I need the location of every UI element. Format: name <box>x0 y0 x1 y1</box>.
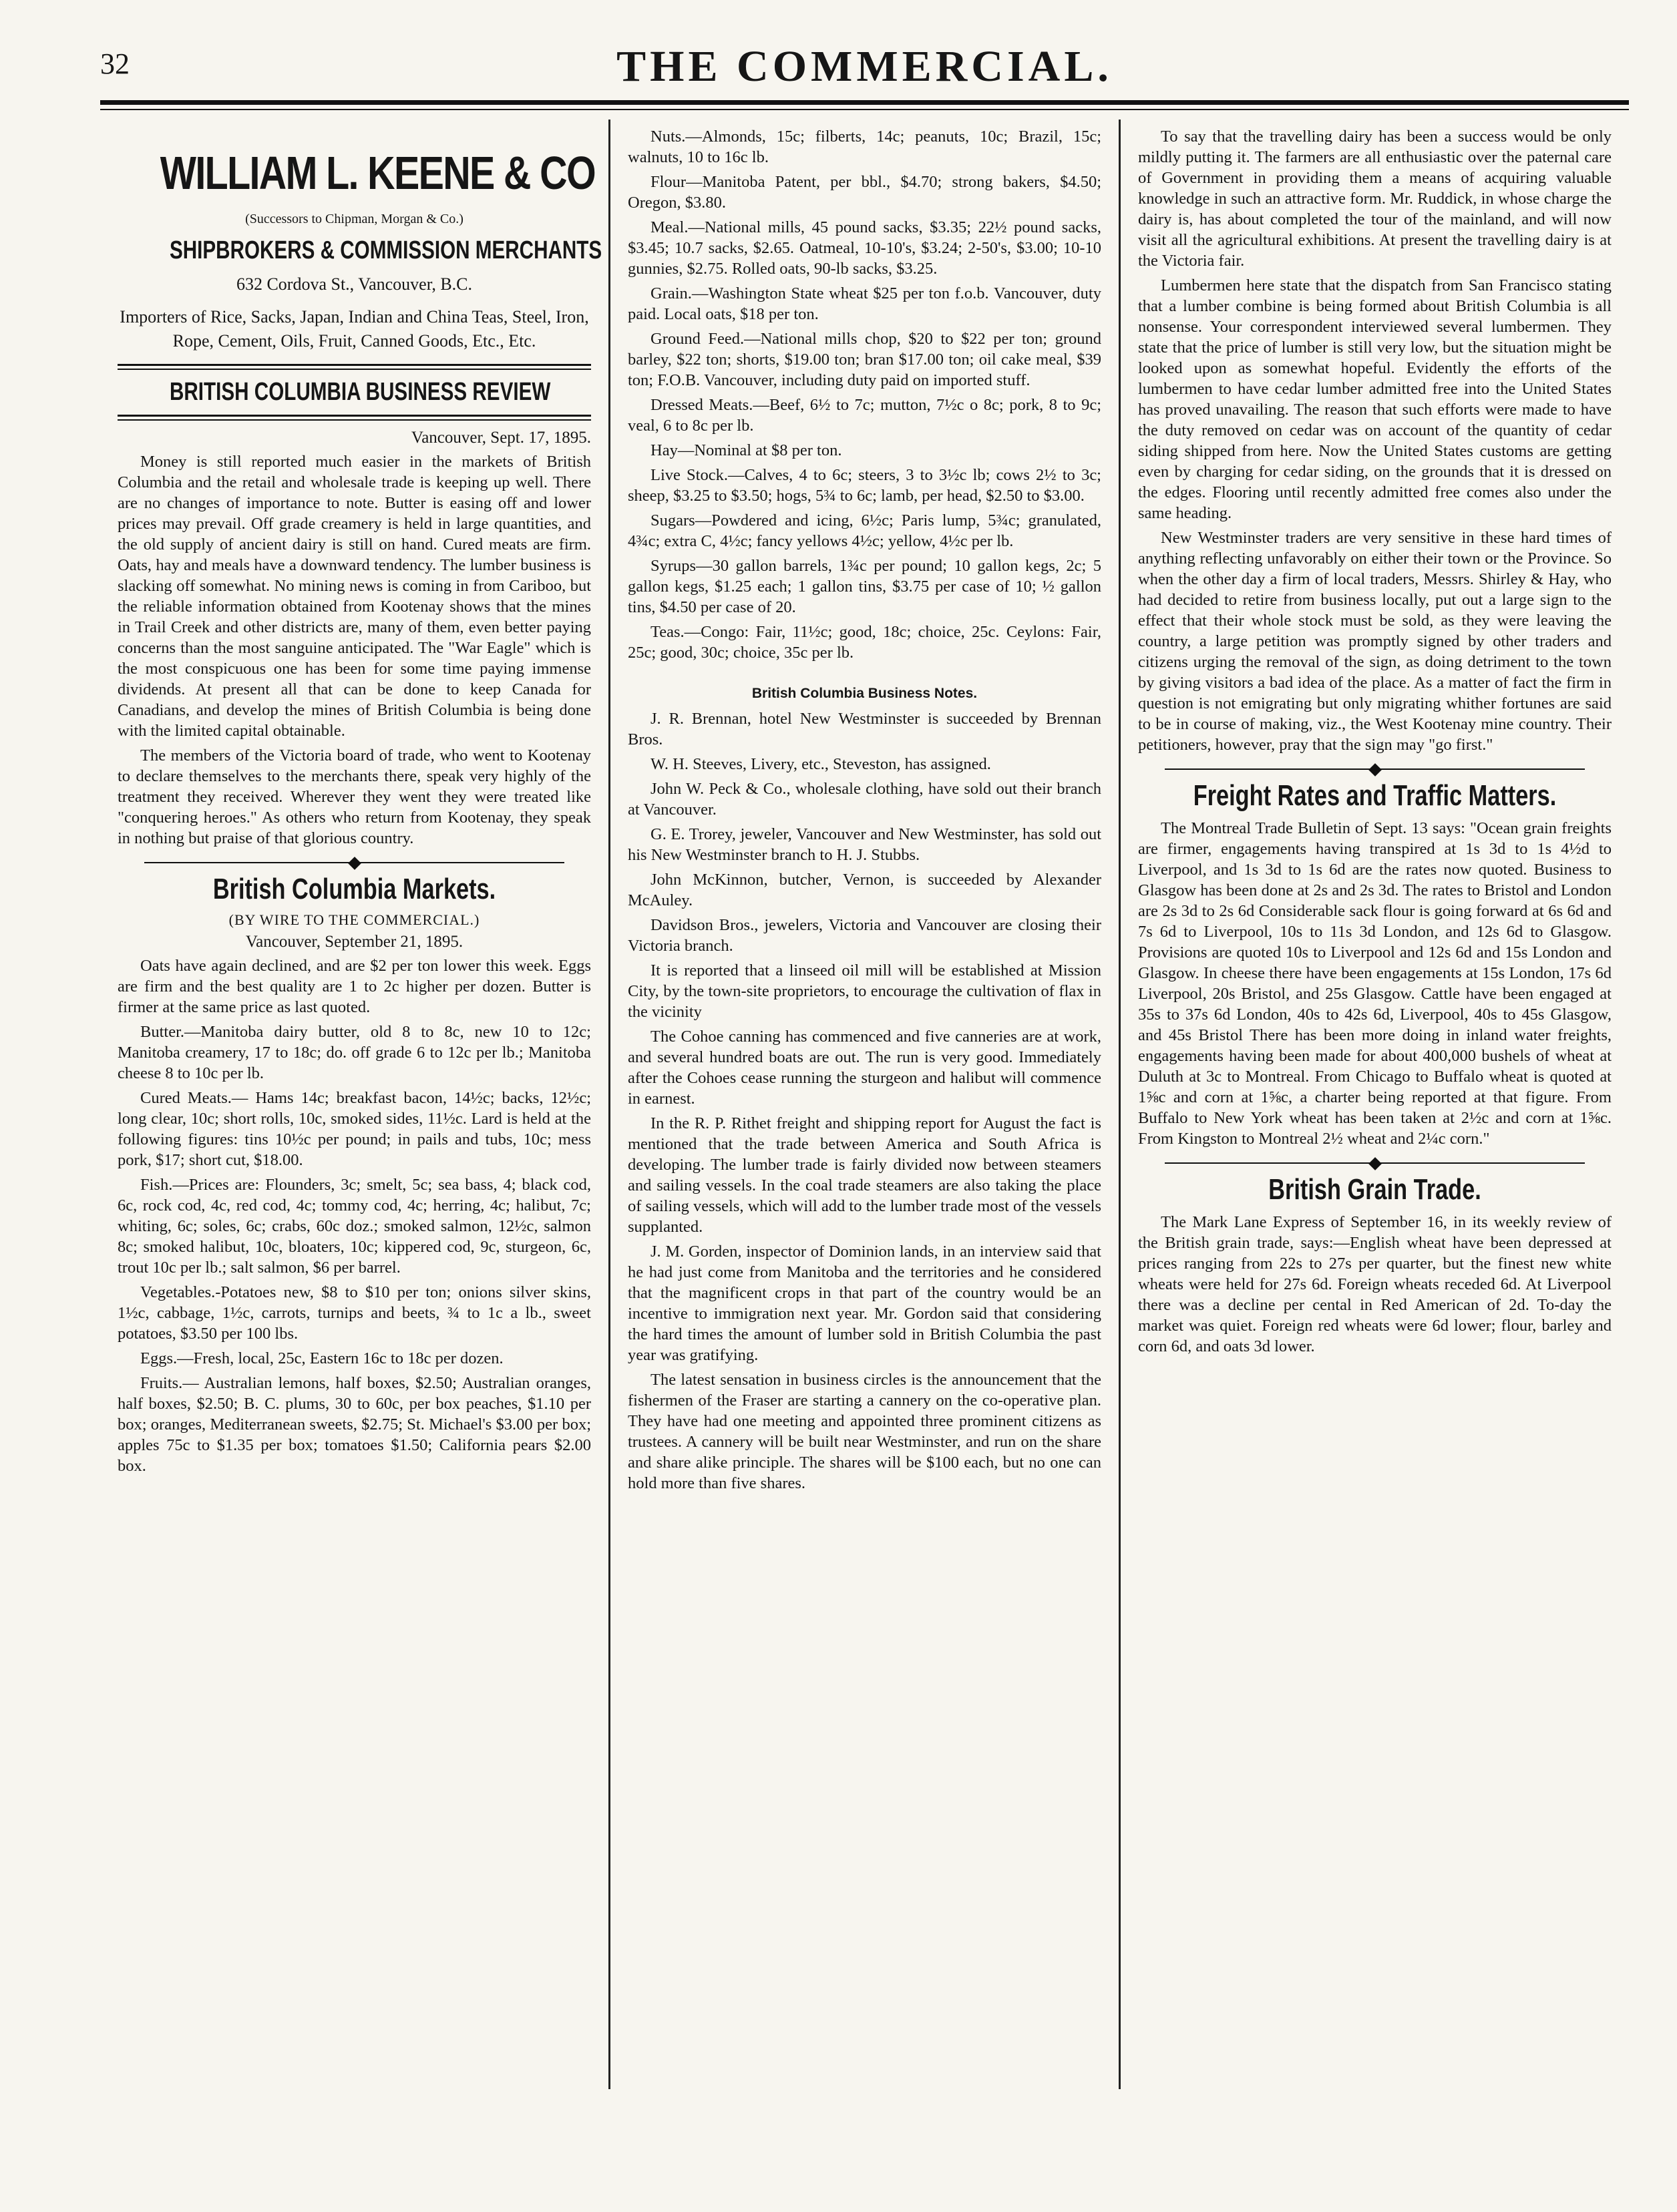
markets-paragraph: Hay—Nominal at $8 per ton. <box>650 441 842 459</box>
note-item: The Cohoe canning has commenced and five canneries are at work, and several hundred boats are out. The run is very good. Immediately after the Cohoes cease running the sturgeon and halibut will commence in earnest. <box>628 1028 1101 1108</box>
ornamental-rule <box>1165 1162 1585 1164</box>
note-item: W. H. Steeves, Livery, etc., Steveston, has assigned. <box>650 755 991 773</box>
masthead-rule <box>100 100 1629 105</box>
markets-paragraph: Cured Meats.— Hams 14c; breakfast bacon, 14½c; backs, 12½c; long clear, 10c; short rolls, 10c, smoked sides, 11½c. Lard is held at the following figures: tins 10½c per pound; in pails and tubs, 10c; mess pork, $17; short cut, $18.00. <box>118 1089 591 1169</box>
grain-paragraph: The Mark Lane Express of September 16, in its weekly review of the British grain trade, says:—English wheat have been depressed at prices ranging from 22s to 27s per quarter, but the finest new white wheats were held for 27s 6d. Foreign wheats receded 6d. At Liverpool there was a decline per cental in Red American of 2d. To-day the market was quiet. Foreign red wheats were 6d lower; flour, barley and corn 6d, and oats 3d lower. <box>1138 1213 1612 1355</box>
notes-heading: British Columbia Business Notes. <box>751 686 978 701</box>
ornamental-rule <box>1165 768 1585 770</box>
column-1 <box>100 120 608 2089</box>
masthead <box>100 0 1629 100</box>
section-divider <box>118 415 591 421</box>
markets-paragraph: Oats have again declined, and are $2 per ton lower this week. Eggs are firm and the best quality are 1 to 2c higher per dozen. Butter is firmer at the same price as last quoted. <box>118 957 591 1016</box>
section-divider <box>118 364 591 370</box>
note-item: Davidson Bros., jewelers, Victoria and Vancouver are closing their Victoria branch. <box>628 916 1101 955</box>
markets-paragraph: Syrups—30 gallon barrels, 1¾c per pound; 10 gallon kegs, 2c; 5 gallon kegs, $1.25 each; 1 gallon tins, $3.75 per case of 10; ½ gallon tins, $4.50 per case of 20. <box>628 557 1101 616</box>
article-paragraph: Lumbermen here state that the dispatch from San Francisco stating that a lumber combine is being formed about British Columbia is all nonsense. Your correspondent interviewed several lumbermen. They state that the price of lumber is still very low, but the situation might be looked upon as somewhat hopeful. Evidently the efforts of the lumbermen to have cedar lumber admitted free into the United States has proved unavailing. The reason that such efforts were made to have the duty removed on cedar was on account of the quantity of cedar siding shipped from here. Now the United States customs are getting even by charging for cedar siding, on the grounds that it is dressed on the edges. Flooring until recently admitted free comes also under the same heading. <box>1138 276 1612 522</box>
note-item: It is reported that a linseed oil mill will be established at Mission City, by the town-site proprietors, to encourage the cultivation of flax in the vicinity <box>628 961 1101 1021</box>
markets-paragraph: Meal.—National mills, 45 pound sacks, $3.35; 22½ pound sacks, $3.45; 10.7 sacks, $2.65. Oatmeal, 10-10's, $3.24; 2-50's, $3.00; 10-10 gunnies, $2.75. Rolled oats, 90-lb sacks, $3.25. <box>628 218 1101 278</box>
note-item: The latest sensation in business circles is the announcement that the fishermen of the Fraser are starting a cannery on the co-operative plan. They have had one meeting and appointed three prominent citizens as trustees. A cannery will be built near Westminster, and run on the share and share alike principle. The shares will be $100 each, but no one can hold more than five shares. <box>628 1371 1101 1492</box>
ad-company-name: WILLIAM L. KEENE & CO <box>160 147 595 199</box>
ad-trade: SHIPBROKERS & COMMISSION MERCHANTS <box>169 236 602 264</box>
markets-paragraph: Nuts.—Almonds, 15c; filberts, 14c; peanuts, 10c; Brazil, 15c; walnuts, 10 to 16c lb. <box>628 128 1101 166</box>
markets-paragraph: Vegetables.-Potatoes new, $8 to $10 per ton; onions silver skins, 1½c, cabbage, 1½c, carrots, turnips and beets, ¾ to 1c a lb., sweet potatoes, $3.50 per 100 lbs. <box>118 1283 591 1343</box>
markets-paragraph: Dressed Meats.—Beef, 6½ to 7c; mutton, 7½c o 8c; pork, 8 to 9c; veal, 6 to 8c per lb. <box>628 396 1101 435</box>
markets-paragraph: Fish.—Prices are: Flounders, 3c; smelt, 5c; sea bass, 4; black cod, 6c, rock cod, 4c, red cod, 4c; tommy cod, 4c; herring, 4c; halibut, 7c; whiting, 6c; soles, 6c; crabs, 60c doz.; smoked salmon, 12½c, salmon 8c; smoked halibut, 10c, bloaters, 10c; kippered cod, 9c, sturgeon, 6c, trout 10c per lb.; salt salmon, $6 per barrel. <box>118 1176 591 1277</box>
ornamental-rule <box>144 862 564 863</box>
markets-paragraph: Teas.—Congo: Fair, 11½c; good, 18c; choice, 25c. Ceylons: Fair, 25c; good, 30c; choice, 35c per lb. <box>628 623 1101 662</box>
markets-byline: (BY WIRE TO THE COMMERCIAL.) <box>228 911 480 928</box>
note-item: In the R. P. Rithet freight and shipping report for August the fact is mentioned that the trade between America and South Africa is developing. The lumber trade is fairly divided now between steamers and sailing vessels. In the coal trade steamers are also taking the place of sailing vessels, which will add to the lumber trade most of the vessels supplanted. <box>628 1114 1102 1236</box>
markets-dateline: Vancouver, September 21, 1895. <box>245 933 463 951</box>
markets-paragraph: Sugars—Powdered and icing, 6½c; Paris lump, 5¾c; granulated, 4¾c; extra C, 4½c; fancy yellows 4½c; yellow, 4½c per lb. <box>628 511 1101 550</box>
masthead-rule-thin <box>100 109 1629 110</box>
note-item: J. R. Brennan, hotel New Westminster is succeeded by Brennan Bros. <box>628 710 1101 748</box>
note-item: G. E. Trorey, jeweler, Vancouver and New Westminster, has sold out his New Westminster branch to H. J. Stubbs. <box>628 825 1101 864</box>
markets-paragraph: Eggs.—Fresh, local, 25c, Eastern 16c to 18c per dozen. <box>140 1349 504 1367</box>
markets-paragraph: Flour—Manitoba Patent, per bbl., $4.70; strong bakers, $4.50; Oregon, $3.80. <box>628 173 1101 212</box>
ad-address: 632 Cordova St., Vancouver, B.C. <box>236 274 473 294</box>
markets-heading: British Columbia Markets. <box>212 873 496 905</box>
columns <box>100 120 1629 2089</box>
page-number: 32 <box>100 47 130 80</box>
freight-paragraph: The Montreal Trade Bulletin of Sept. 13 says: "Ocean grain freights are firmer, engagements having transpired at 1s 3d to 1s 4½d to Liverpool, and 1s 3d to 1s 6d are the rates now quoted. Business to Glasgow has been done at 2s and 2s 3d. The rates to Bristol and London are 2s 3d to 2s 6d Considerable sack flour is going forward at 6s 6d and 7s 6d to Liverpool, 10s to 11s 3d London, and 12s 6d to Glasgow. Provisions are quoted 10s to Liverpool and 12s 6d and 15s London and Glasgow. In cheese there have been engagements at 15s London, 17s 6d Liverpool, 20s Bristol, and 25s Glasgow. Cattle have been engaged at 35s to 37s 6d London, 40s to 42s 6d, Liverpool, 40s to 45s Glasgow, and 45s Bristol There has been more doing in inland water freights, engagements having been made for about 400,000 bushels of wheat at Duluth at 3c to Montreal. From Chicago to Buffalo wheat is quoted at 1⅝c and corn at 1⅝c, a charter being reported at that figure. From Buffalo to New York wheat has been taken at 2½c and corn at 1⅝c. From Kingston to Montreal 2½ wheat and 2¼c corn." <box>1138 819 1612 1148</box>
review-heading: BRITISH COLUMBIA BUSINESS REVIEW <box>169 378 551 406</box>
review-dateline: Vancouver, Sept. 17, 1895. <box>411 429 591 447</box>
ad-successors: (Successors to Chipman, Morgan & Co.) <box>245 212 463 226</box>
review-paragraph: The members of the Victoria board of trade, who went to Kootenay to declare themselves to the merchants there, speak very highly of the treatment they received. Wherever they went they were treated like "conquering heroes." As others who return from Kootenay, they speak in nothing but praise of that glorious country. <box>118 746 591 847</box>
note-item: John McKinnon, butcher, Vernon, is succeeded by Alexander McAuley. <box>628 871 1101 909</box>
journal-title: THE COMMERCIAL. <box>616 42 1113 91</box>
article-paragraph: To say that the travelling dairy has been a success would be only mildly putting it. The farmers are all enthusiastic over the paternal care of Government in providing them a means of acquiring valuable knowledge in such an attractive form. Mr. Ruddick, in whose charge the dairy is, has about completed the tour of the mainland, and will now visit all the agricultural exhibitions. At present the travelling dairy is at the Victoria fair. <box>1138 128 1612 270</box>
markets-paragraph: Butter.—Manitoba dairy butter, old 8 to 8c, new 10 to 12c; Manitoba creamery, 17 to 18c; do. off grade 6 to 12c per lb.; Manitoba cheese 8 to 10c per lb. <box>118 1023 591 1082</box>
article-paragraph: New Westminster traders are very sensitive in these hard times of anything reflecting unfavorably on either their town or the Province. So when the other day a firm of local traders, Messrs. Shirley & Hay, who had decided to retire from business locally, put out a large sign to the effect that their whole stock must be sold, as they were leaving the country, a large petition was promptly signed by other traders and citizens urging the removal of the sign, as doing detriment to the town by giving visitors a bad idea of the place. As a matter of fact the firm in question is not emigrating but only migrating whither fortunes are said to be in course of making, viz., the West Kootenay mine country. Their petitioners, however, pray that the sign may "go first." <box>1138 529 1612 754</box>
column-3 <box>1119 120 1629 2089</box>
column-2 <box>608 120 1119 2089</box>
ad-imports: Importers of Rice, Sacks, Japan, Indian and China Teas, Steel, Iron, Rope, Cement, Oils, Fruit, Canned Goods, Etc., Etc. <box>120 307 589 351</box>
markets-paragraph: Fruits.— Australian lemons, half boxes, $2.50; Australian oranges, half boxes, $2.50; B. C. plums, 30 to 60c, per box peaches, $1.10 per box; oranges, Mediterranean sweets, $2.75; St. Michael's $3.00 per box; apples 75c to $1.35 per box; tomatoes $1.50; California pears $2.00 box. <box>118 1374 591 1475</box>
freight-heading: Freight Rates and Traffic Matters. <box>1193 779 1557 812</box>
review-paragraph: Money is still reported much easier in the markets of British Columbia and the retail and wholesale trade is keeping up well. There are no changes of importance to note. Butter is easing off and lower prices may prevail. Off grade creamery is held in large quantities, and the old supply of ancient dairy is still on hand. Cured meats are firm. Oats, hay and meals have a downward tendency. The lumber business is slacking off somewhat. No mining news is coming in from Cariboo, but the reliable information obtained from Kootenay shows that the mines in Trail Creek and other districts are, many of them, even better paying concerns than the most sanguine anticipated. The "War Eagle" which is the most conspicuous one has been for some time paying immense dividends. At present all that can be done to keep Canada for Canadians, and develop the mines of British Columbia is being done with the limited capital obtainable. <box>118 453 591 740</box>
markets-paragraph: Ground Feed.—National mills chop, $20 to $22 per ton; ground barley, $22 ton; shorts, $19.00 ton; bran $17.00 ton; oil cake meal, $39 ton; F.O.B. Vancouver, including duty paid on imported stuff. <box>628 330 1101 389</box>
grain-heading: British Grain Trade. <box>1268 1173 1481 1206</box>
note-item: J. M. Gorden, inspector of Dominion lands, in an interview said that he had just come from Manitoba and the territories and he considered that the magnificent crops in that part of the country would be an incentive to immigration next year. Mr. Gordon said that considering the hard times the amount of lumber sold in British Columbia the past year was gratifying. <box>628 1243 1101 1364</box>
markets-paragraph: Live Stock.—Calves, 4 to 6c; steers, 3 to 3½c lb; cows 2½ to 3c; sheep, $3.25 to $3.50; hogs, 5¾ to 6c; lamb, per head, $2.50 to $3.00. <box>628 466 1101 505</box>
markets-paragraph: Grain.—Washington State wheat $25 per ton f.o.b. Vancouver, duty paid. Local oats, $18 per ton. <box>628 284 1101 323</box>
note-item: John W. Peck & Co., wholesale clothing, have sold out their branch at Vancouver. <box>628 780 1101 819</box>
